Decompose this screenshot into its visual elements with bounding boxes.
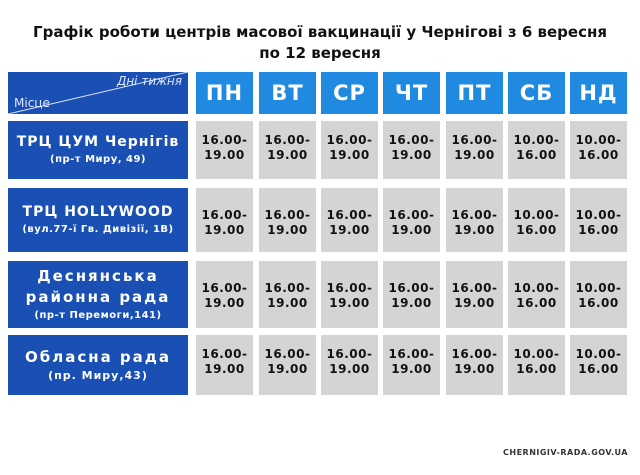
place-address: (вул.77-ї Гв. Дивізії, 1В): [22, 224, 174, 235]
hours-cell: 16.00- 19.00: [259, 121, 316, 179]
hours-cell: 16.00- 19.00: [259, 335, 316, 395]
day-header-sun: НД: [570, 72, 627, 114]
hours-cell: 16.00- 19.00: [259, 188, 316, 252]
place-address: (пр-т Перемоги,141): [34, 309, 162, 321]
hours-cell: 16.00- 19.00: [321, 188, 378, 252]
header-corner-cell: [8, 72, 188, 114]
place-name: ТРЦ ЦУМ Чернігів: [16, 134, 180, 150]
day-header-thu: ЧТ: [383, 72, 440, 114]
hours-cell: 10.00- 16.00: [508, 188, 565, 252]
day-header-fri: ПТ: [446, 72, 503, 114]
hours-cell: 10.00- 16.00: [570, 188, 627, 252]
place-name: ТРЦ HOLLYWOOD: [22, 204, 174, 220]
hours-cell: 16.00- 19.00: [196, 335, 253, 395]
hours-cell: 10.00- 16.00: [570, 335, 627, 395]
day-header-sat: СБ: [508, 72, 565, 114]
hours-cell: 16.00- 19.00: [383, 335, 440, 395]
hours-cell: 16.00- 19.00: [446, 261, 503, 328]
hours-cell: 16.00- 19.00: [321, 121, 378, 179]
hours-cell: 10.00- 16.00: [508, 121, 565, 179]
hours-cell: 16.00- 19.00: [383, 188, 440, 252]
source-footer: CHERNIGIV-RADA.GOV.UA: [503, 448, 628, 457]
hours-cell: 16.00- 19.00: [259, 261, 316, 328]
place-name: Обласна рада: [24, 347, 172, 366]
place-address: (пр-т Миру, 49): [50, 154, 146, 165]
page-title: [0, 22, 640, 64]
place-header-label: Місце: [14, 96, 50, 110]
place-tsum: [8, 121, 188, 179]
hours-cell: 16.00- 19.00: [321, 335, 378, 395]
place-name-line-2: районна рада: [25, 287, 171, 306]
day-header-tue: ВТ: [259, 72, 316, 114]
place-hollywood: [8, 188, 188, 252]
hours-cell: 10.00- 16.00: [508, 335, 565, 395]
day-header-wed: СР: [321, 72, 378, 114]
place-oblast-council: [8, 335, 188, 395]
place-name-line-1: Деснянська: [37, 266, 159, 285]
hours-cell: 16.00- 19.00: [446, 121, 503, 179]
hours-cell: 10.00- 16.00: [570, 121, 627, 179]
place-address: (пр. Миру,43): [48, 368, 148, 382]
hours-cell: 10.00- 16.00: [508, 261, 565, 328]
hours-cell: 16.00- 19.00: [383, 261, 440, 328]
hours-cell: 16.00- 19.00: [321, 261, 378, 328]
hours-cell: 16.00- 19.00: [446, 188, 503, 252]
hours-cell: 16.00- 19.00: [196, 121, 253, 179]
hours-cell: 16.00- 19.00: [196, 188, 253, 252]
title-line-1: Графік роботи центрів масової вакцинації у Чернігові з 6 вересня: [33, 23, 607, 41]
hours-cell: 16.00- 19.00: [383, 121, 440, 179]
hours-cell: 10.00- 16.00: [570, 261, 627, 328]
day-header-mon: ПН: [196, 72, 253, 114]
days-header-label: Дні тижня: [116, 74, 182, 88]
title-line-2: по 12 вересня: [259, 44, 381, 62]
place-desnianska: [8, 261, 188, 328]
hours-cell: 16.00- 19.00: [446, 335, 503, 395]
hours-cell: 16.00- 19.00: [196, 261, 253, 328]
